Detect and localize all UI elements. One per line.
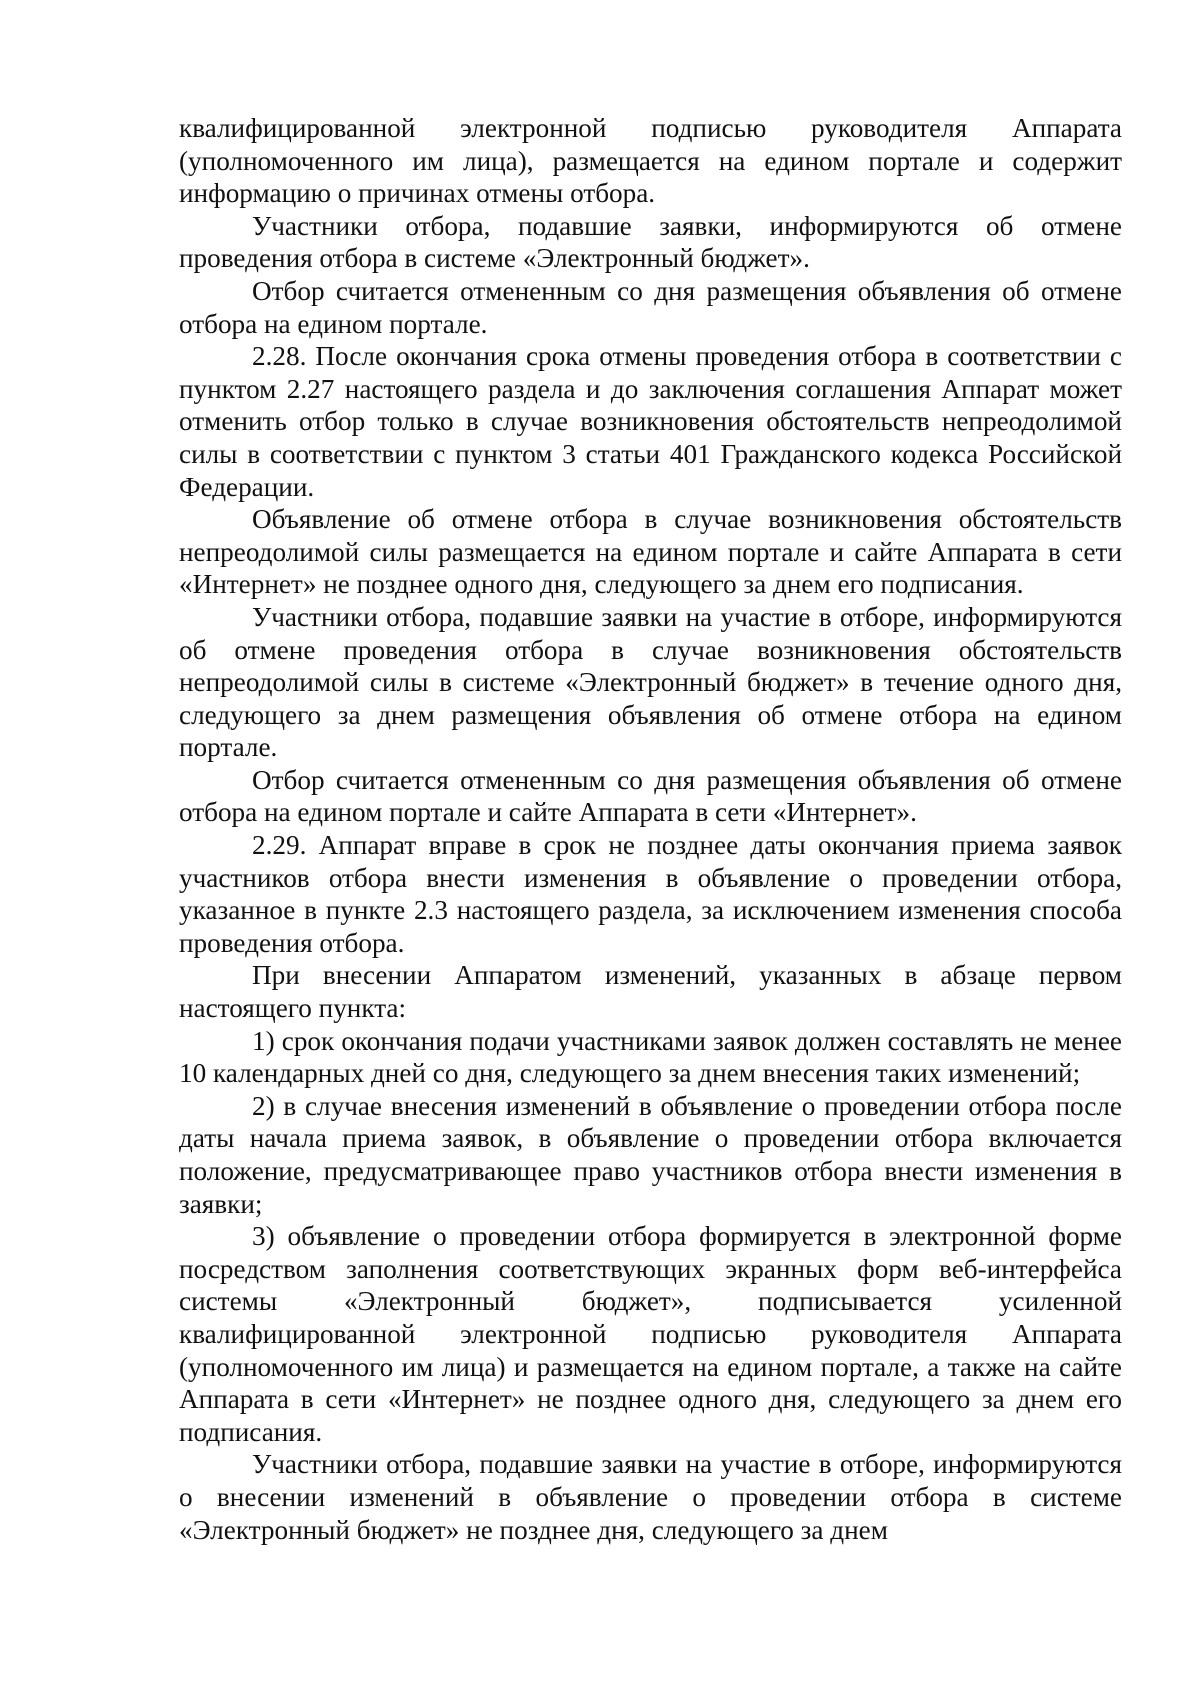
paragraph-item-2: 2) в случае внесения изменений в объявление о проведении отбора после даты начала приема заявок, в объявление о проведении отбора включается положение, предусматривающее право участников отбора внести изменения в заявки;: [179, 1090, 1122, 1219]
paragraph-participants-changes: Участники отбора, подавшие заявки на участие в отборе, информируются о внесении изменений в объявление о проведении отбора в системе «Электронный бюджет» не позднее дня, следующего за днем: [179, 1449, 1122, 1545]
paragraph-continuation: квалифицированной электронной подписью руководителя Аппарата (уполномоченного им лица), размещается на едином портале и содержит информацию о причинах отмены отбора.: [179, 113, 1122, 209]
paragraph-item-1: 1) срок окончания подачи участниками заявок должен составлять не менее 10 календарных дней со дня, следующего за днем внесения таких изменений;: [179, 1025, 1122, 1089]
paragraph-force-majeure-participants: Участники отбора, подавшие заявки на участие в отборе, информируются об отмене проведения отбора в случае возникновения обстоятельств непреодолимой силы в системе «Электронный бюджет» в течение одного дня, следующего за днем размещения объявления об отмене отбора на едином портале.: [179, 601, 1122, 763]
paragraph-cancelled-internet: Отбор считается отмененным со дня размещения объявления об отмене отбора на едином портале и сайте Аппарата в сети «Интернет».: [179, 764, 1122, 828]
paragraph-2-28: 2.28. После окончания срока отмены проведения отбора в соответствии с пунктом 2.27 настоящего раздела и до заключения соглашения Аппарат может отменить отбор только в случае возникновения обстоятельств непреодолимой силы в соответствии с пунктом 3 статьи 401 Гражданского кодекса Российской Федерации.: [179, 341, 1122, 502]
paragraph-force-majeure-announcement: Объявление об отмене отбора в случае возникновения обстоятельств непреодолимой силы размещается на едином портале и сайте Аппарата в сети «Интернет» не позднее одного дня, следующего за днем его подписания.: [179, 504, 1122, 600]
paragraph-2-29: 2.29. Аппарат вправе в срок не позднее даты окончания приема заявок участников отбора внести изменения в объявление о проведении отбора, указанное в пункте 2.3 настоящего раздела, за исключением изменения способа проведения отбора.: [179, 830, 1122, 958]
document-body: [179, 112, 1122, 1546]
paragraph-selection-cancelled: Отбор считается отмененным со дня размещения объявления об отмене отбора на едином портале.: [179, 275, 1122, 339]
paragraph-participants-informed: Участники отбора, подавшие заявки, информируются об отмене проведения отбора в системе «Электронный бюджет».: [179, 210, 1122, 274]
paragraph-item-3: 3) объявление о проведении отбора формируется в электронной форме посредством заполнения соответствующих экранных форм веб-интерфейса системы «Электронный бюджет», подписывается усиленной квалифицированной электронной подписью руководителя Аппарата (уполномоченного им лица) и размещается на едином портале, а также на сайте Аппарата в сети «Интернет» не позднее одного дня, следующего за днем его подписания.: [179, 1221, 1122, 1447]
paragraph-changes-intro: При внесении Аппаратом изменений, указанных в абзаце первом настоящего пункта:: [179, 960, 1122, 1024]
